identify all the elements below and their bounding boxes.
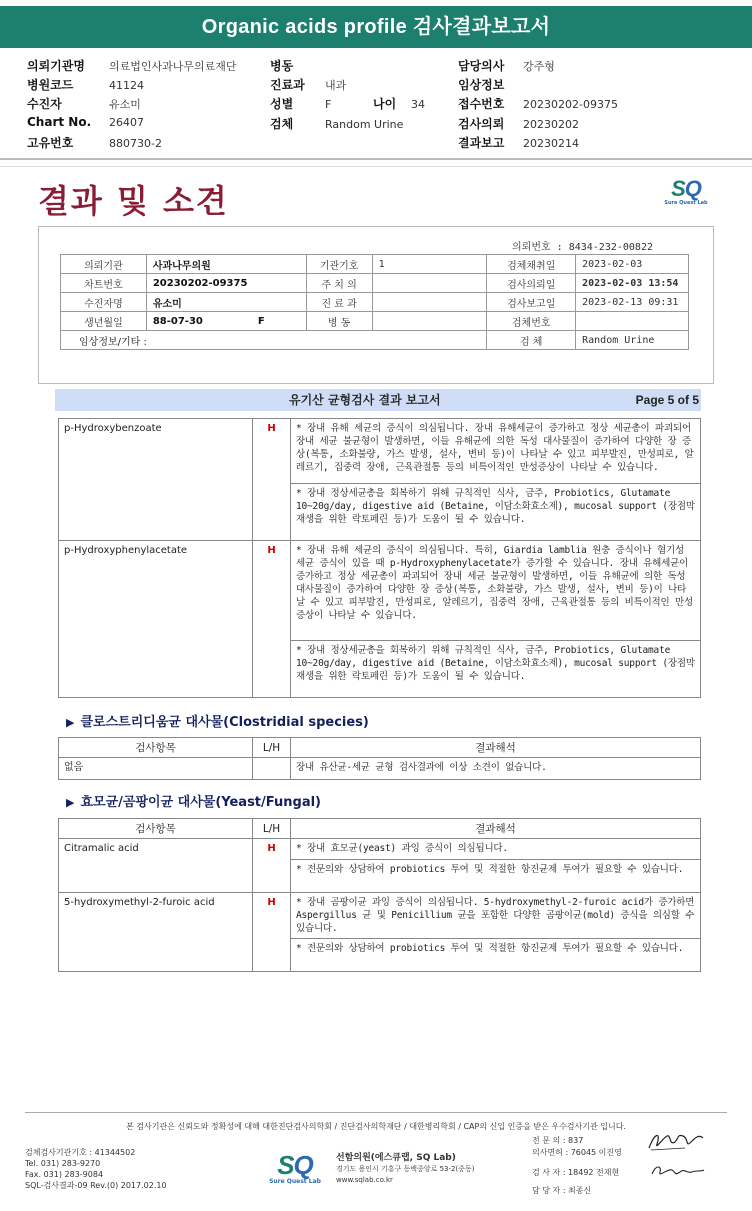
header-field: 성별 F 나이 34: [270, 97, 425, 111]
header-field: 검사의뢰 20230202: [458, 117, 579, 131]
triangle-right-icon: ▶: [66, 716, 75, 729]
table-row: 없음 장내 유산균-세균 균형 검사결과에 이상 소견이 없습니다.: [59, 758, 701, 780]
header-field: 병동: [270, 59, 294, 73]
table-row: Citramalic acid H * 장내 효모균(yeast) 과잉 증식이 의심됩니다.: [59, 839, 701, 860]
high-flag: H: [253, 839, 291, 893]
report-band-title: 유기산 균형검사 결과 보고서: [289, 393, 441, 407]
sq-logo-footer: SQ Sure Quest Lab: [269, 1150, 321, 1185]
header-field: 검체 Random Urine: [270, 117, 404, 131]
high-flag: H: [253, 893, 291, 972]
table-row: p-Hydroxybenzoate H * 장내 유해 세균의 증식이 의심됩니다. 장내 유해세균이 증가하고 정상 세균총이 파괴되어 장내 세균 불균형이 발생하면, 이들 유해균에 의한 독성 대사물질이 증가하여 다양한 장 증상(복통, 소화불량, 가스 발생, 설사, 변비 등)이 나타날 수 있고 피부발진, 만성피로, 알레르기, 집중력 장애, 근육관절통 등의 비특이적인 만성증상이 나타날 수 있습니다.: [59, 419, 701, 484]
certification-text: 본 검사기관은 신뢰도와 정확성에 대해 대한진단검사의학회 / 진단검사의학재단 / 대한병리학회 / CAP의 신입 인증을 받은 우수검사기관 입니다.: [126, 1122, 626, 1131]
footer-contact: 검체검사기관기호 : 41344502 Tel. 031) 283-9270 Fax. 031) 283-9084 SQL-검사결과-09 Rev.(0) 2017.02.10: [25, 1148, 167, 1190]
section-title: 결과 및 소견: [38, 182, 229, 220]
header-field: 결과보고 20230214: [458, 136, 579, 150]
results-table: [58, 418, 701, 698]
header-field: 임상정보: [458, 78, 505, 92]
header-field: Chart No. 26407: [27, 115, 144, 129]
table-row: * 장내 정상세균총을 회복하기 위해 규칙적인 식사, 금주, Probiotics, Glutamate 10~20g/day, digestive aid (Betaine, 이담소화효소제), mucosal support (장점막재생을 위한 락토페린 등)가 도움이 될 수 있습니다.: [59, 641, 701, 698]
header-field: 고유번호 880730-2: [27, 136, 162, 150]
clostridia-heading: ▶ 클로스트리디움균 대사물(Clostridial species): [66, 715, 369, 730]
clostridia-table: 검사항목 L/H 결과해석 없음 장내 유산균-세균 균형 검사결과에 이상 소견이 없습니다.: [58, 737, 701, 780]
table-row: * 전문의와 상담하여 probiotics 투여 및 적절한 항진균제 투여가 필요할 수 있습니다.: [59, 939, 701, 972]
footer-divider: [25, 1112, 727, 1113]
signatures: 전 문 의 : 837 의사면허 : 76045 이진영 검 사 자 : 18492 전재현 담 당 자 : 최종신: [532, 1136, 622, 1195]
page-indicator: Page 5 of 5: [635, 393, 699, 407]
signature-image: [645, 1128, 707, 1154]
report-band: [55, 389, 701, 411]
header-field: 수진자 유소미: [27, 97, 141, 111]
header-field: 병원코드 41124: [27, 78, 144, 92]
table-row: p-Hydroxyphenylacetate H * 장내 유해 세균의 증식이 의심됩니다. 특히, Giardia lamblia 원충 증식이나 혐기성 세균 증식이 있을 때 p-Hydroxyphenylacetate가 증가할 수 있습니다. 장내 유해세균이 증가하고 정상 세균총이 파괴되어 장내 세균 불균형이 발생하면, 이들 유해균에 의한 독성 대사물질이 증가하여 다양한 장 증상(복통, 소화불량, 가스 발생, 설사, 변비 등)이 나타날 수 있고 피부발진, 만성피로, 알레르기, 집중력 장애, 근육관절통 등의 비특이적인 만성증상이 나타날 수 있습니다.: [59, 541, 701, 641]
table-row: * 전문의와 상담하여 probiotics 투여 및 적절한 항진균제 투여가 필요할 수 있습니다.: [59, 860, 701, 893]
header-field: 진료과 내과: [270, 78, 347, 92]
high-flag: H: [253, 419, 291, 541]
lab-info: 선함의원(에스큐랩, SQ Lab) 경기도 용인시 기흥구 동백중앙로 53-2(중동) www.sqlab.co.kr: [336, 1153, 475, 1184]
divider: [0, 166, 752, 167]
report-title: Organic acids profile 검사결과보고서: [0, 6, 752, 48]
yeast-table: 검사항목 L/H 결과해석 Citramalic acid H * 장내 효모균(yeast) 과잉 증식이 의심됩니다. * 전문의와 상담하여 probiotics 투여 및 적절한 항진균제 투여가 필요할 수 있습니다. 5-hydroxymethyl-2-furoic acid H * 장내 곰팡이균 과잉 증식이 의심됩니다. 5-hydroxymethyl-2-furoic acid가 증가하면 Aspergillus 균 및 Penicillium 균을 포함한 다양한 곰팡이균(mold) 증식을 의심할 수 있습니다. * 전문의와 상담하여 probiotics 투여 및 적절한 항진균제 투여가 필요할 수 있습니다.: [58, 818, 701, 972]
patient-table: 의뢰기관 사과나무의원 기관기호 1 검체채취일 2023-02-03 차트번호 20230202-09375 주 치 의 검사의뢰일 2023-02-03 13:54 수진자명 유소미 진 료 과 검사보고일 2023-02-13 09:31 생년월일 88-07-30 F 병 동 검체번호 임상정보/기타 : 검 체 Random Urine: [60, 254, 689, 350]
table-row: * 장내 정상세균총을 회복하기 위해 규칙적인 식사, 금주, Probiotics, Glutamate 10~20g/day, digestive aid (Betaine, 이담소화효소제), mucosal support (장점막재생을 위한 락토페린 등)가 도움이 될 수 있습니다.: [59, 484, 701, 541]
header-field: 접수번호 20230202-09375: [458, 97, 618, 111]
triangle-right-icon: ▶: [66, 796, 75, 809]
sq-logo: SQ Sure Quest Lab: [664, 176, 708, 206]
divider: [0, 158, 752, 160]
header-field: 의뢰기관명 의료법인사과나무의료재단: [27, 59, 237, 73]
request-number: 의뢰번호 : 8434-232-00822: [512, 242, 653, 253]
yeast-heading: ▶ 효모균/곰팡이균 대사물(Yeast/Fungal): [66, 795, 321, 810]
header-field: 담당의사 강주형: [458, 59, 555, 73]
signature-image: [648, 1160, 708, 1182]
table-row: 5-hydroxymethyl-2-furoic acid H * 장내 곰팡이균 과잉 증식이 의심됩니다. 5-hydroxymethyl-2-furoic acid가 증가하면 Aspergillus 균 및 Penicillium 균을 포함한 다양한 곰팡이균(mold) 증식을 의심할 수 있습니다.: [59, 893, 701, 939]
high-flag: H: [253, 541, 291, 698]
